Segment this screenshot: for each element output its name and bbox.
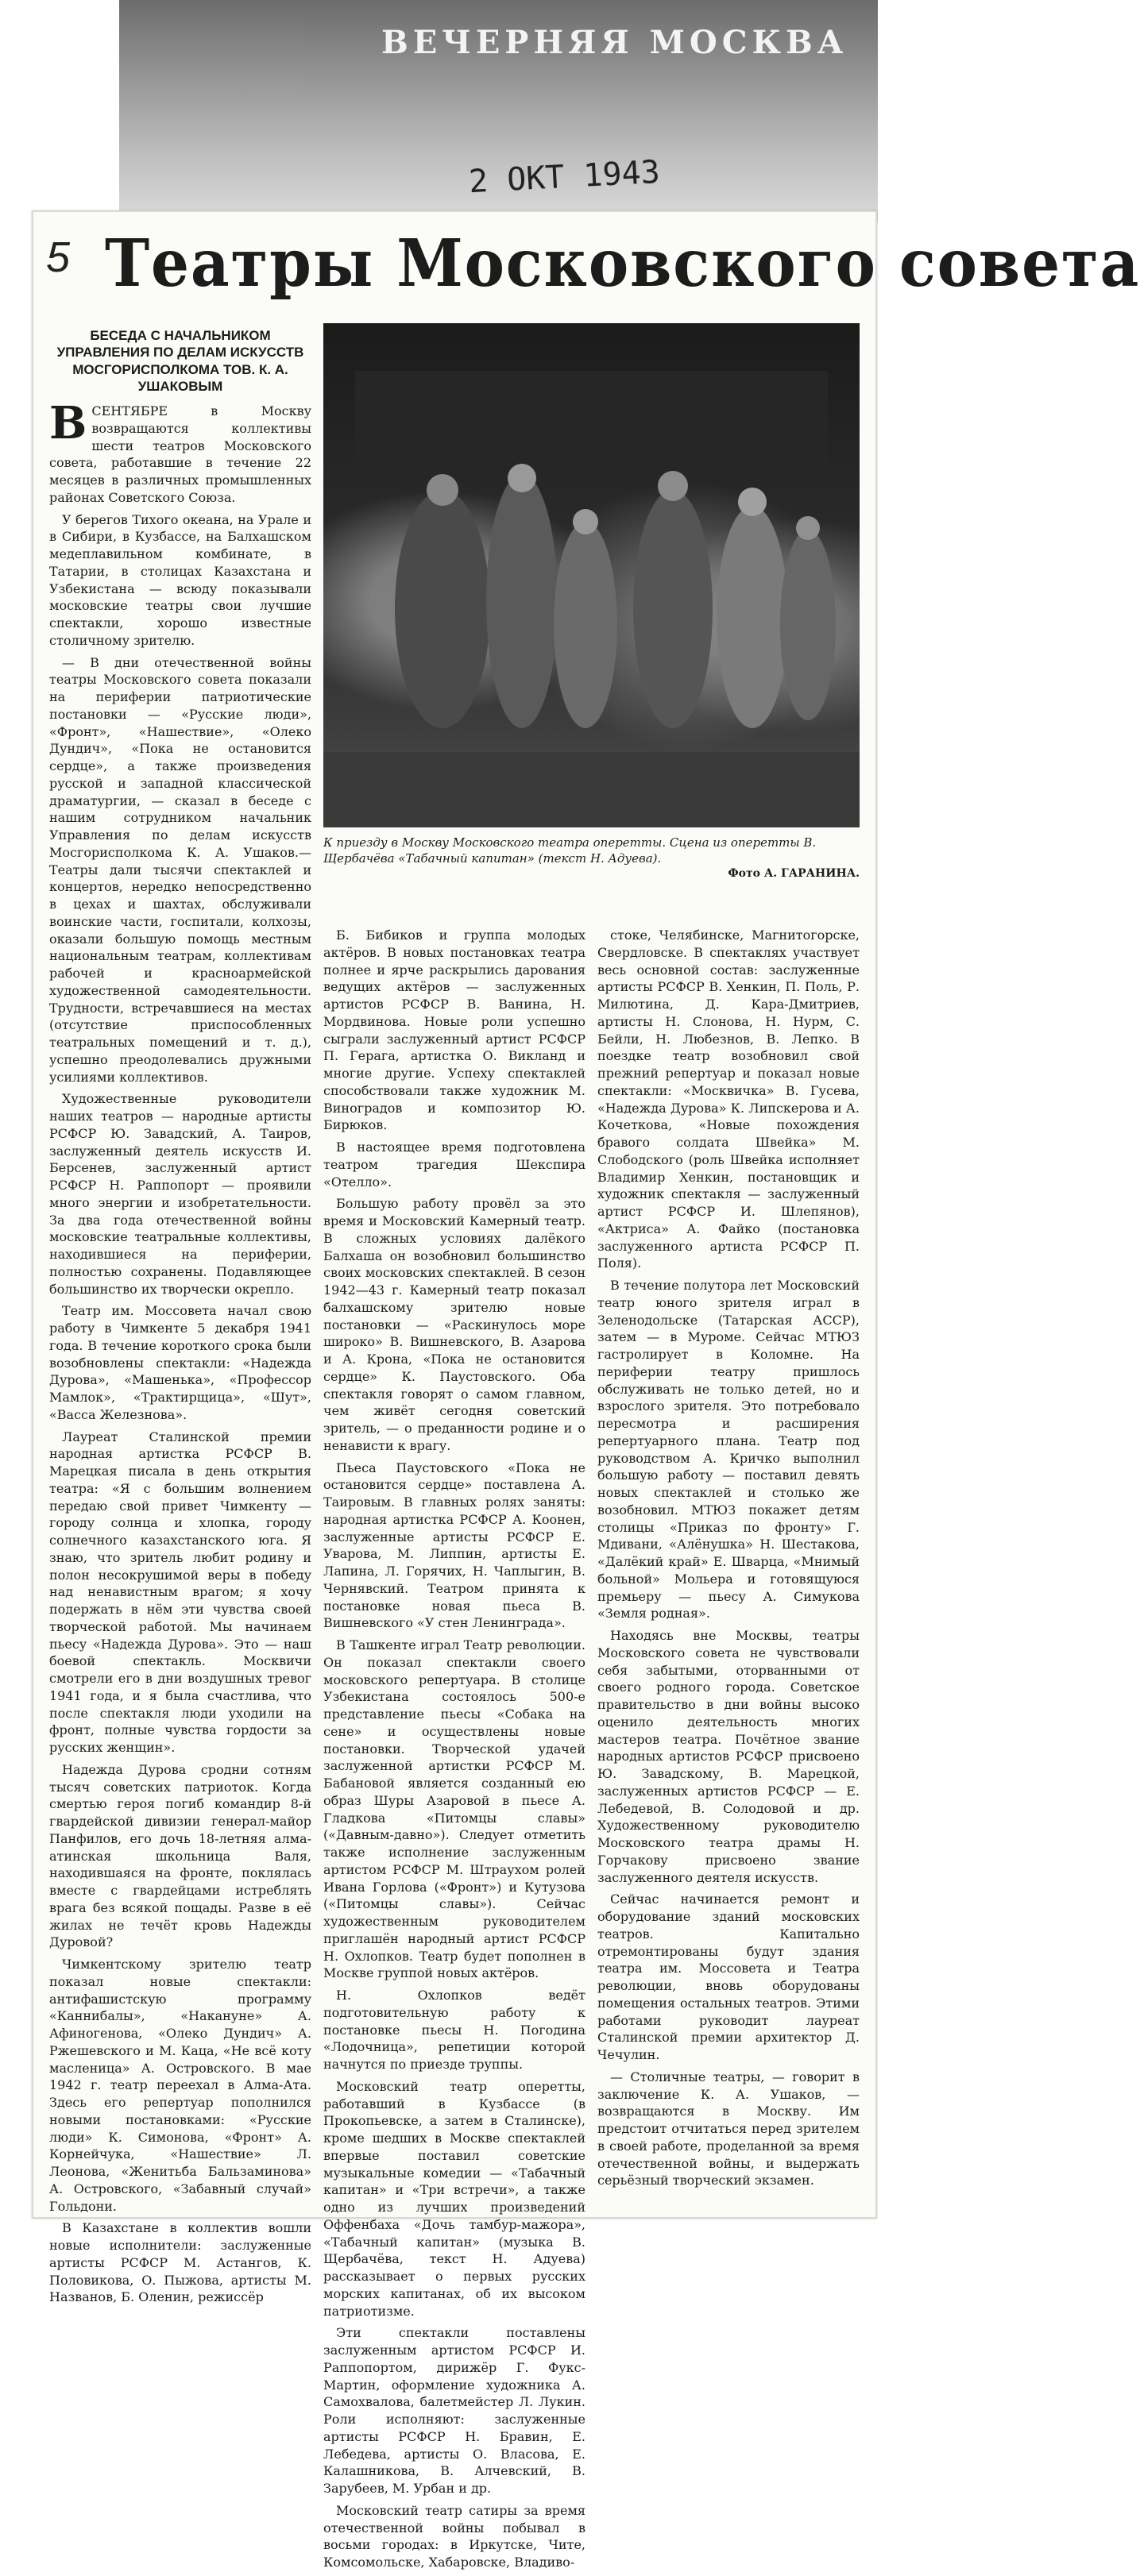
paragraph: — В дни отечественной войны театры Московского совета показали на периферии патриотические постановки — «Русские люди», «Фронт», «Нашествие», «Олеко Дундич», «Пока не остановится сердце», а также произведения русской и западной классической драматургии, — сказал в беседе с нашим сотрудником начальник Управления по делам искусств Мосгорисполкома К. А. Ушаков.— Театры дали тысячи спектаклей и концертов, нередко непосредственно в цехах и шахтах, обслуживали воинские части, госпитали, колхозы, оказали большую помощь местным национальным театрам, коллективам рабочей и красноармейской художественной самодеятельности. Трудности, встречавшиеся на местах (отсутствие приспособленных театральных помещений и т. д.), успешно преодолевались дружными усилиями коллективов. (49, 654, 311, 1085)
masthead-title: ВЕЧЕРНЯЯ МОСКВА (381, 24, 848, 61)
date-stamp: 2 ОКТ 1943 (467, 153, 661, 201)
subhead: БЕСЕДА С НАЧАЛЬНИКОМ УПРАВЛЕНИЯ ПО ДЕЛАМ ИСКУССТВ МОСГОРИСПОЛКОМА ТОВ. К. А. УШАКОВЫМ (56, 328, 304, 394)
lead-text: СЕНТЯБРЕ в Москву возвращаются коллективы шести театров Московского совета, работавшие в течение 22 месяцев в различных промышленных районах Советского Союза. (49, 403, 311, 505)
paragraph: Московский театр оперетты, работавший в Кузбассе (в Прокопьевске, а затем в Сталинске), кроме шедших в Москве спектаклей впервые поставил советские музыкальные комедии — «Табачный капитан» и «Три встречи», а также одно из лучших произведений Оффенбаха «Дочь тамбур-мажора», «Табачный капитан» (музыка В. Щербачёва, текст Н. Адуева) рассказывает о первых русских морских капитанах, об их высоком патриотизме. (323, 2078, 585, 2319)
drop-cap: В (49, 397, 87, 449)
paragraph: Н. Охлопков ведёт подготовительную работу к постановке пьесы Н. Погодина «Лодочница», репетиции которой начнутся по приезде труппы. (323, 1988, 585, 2072)
paragraph: — Столичные театры, — говорит в заключение К. А. Ушаков, — возвращаются в Москву. Им предстоит отчитаться перед зрителем в своей работе, проделанной за время отечественной войны, и выдержать серьёзный творческий экзамен. (597, 2069, 860, 2188)
column-3 (597, 927, 860, 2194)
stage-scene-illustration (323, 323, 860, 827)
lead-paragraph (49, 397, 311, 507)
paragraph: Б. Бибиков и группа молодых актёров. В новых постановках театра полнее и ярче раскрылись дарования ведущих актёров — заслуженных артистов РСФСР В. Ванина, Н. Мордвинова. Новые роли успешно сыграли заслуженный артист РСФСР П. Герага, артистка О. Викланд и многие другие. Успеху спектаклей способствовали также художник М. Виноградов и композитор Ю. Бирюков. (323, 927, 585, 1133)
column-1 (49, 327, 311, 2311)
paragraph: Надежда Дурова сродни сотням тысяч советских патриоток. Когда смертью героя погиб командир 8-й гвардейской дивизии генерал-майор Панфилов, его дочь 18-летняя алма-атинская школьница Валя, находившаяся на фронте, поклялась вместе с гвардейцами истреблять врага без всякой пощады. Разве в её жилах не течёт кровь Надежды Дуровой? (49, 1761, 311, 1950)
paragraph: У берегов Тихого океана, на Урале и в Сибири, в Кузбассе, на Балхашском медеплавильном комбинате, в Татарии, в столицах Казахстана и Узбекистана — всюду показывали московские театры свои лучшие спектакли, хорошо известные столичному зрителю. (49, 511, 311, 648)
paragraph: В течение полутора лет Московский театр юного зрителя играл в Зеленодольске (Татарская АССР), затем — в Муроме. Сейчас МТЮЗ гастролирует в Коломне. На периферии театру пришлось обслуживать не только детей, но и взрослого зрителя. Это потребовало пересмотра и расширения репертуарного плана. Театр под руководством А. Кричко выполнил большую работу — поставил девять новых спектаклей и столько же возобновил. МТЮЗ покажет детям столицы «Приказ по фронту» Г. Мдивани, «Алёнушка» Н. Шестакова, «Далёкий край» Е. Шварца, «Мнимый больной» Мольера и готовящуюся премьеру — пьесу А. Симукова «Земля родная». (597, 1278, 860, 1622)
article-photo (323, 323, 860, 827)
paragraph: Пьеса Паустовского «Пока не остановится сердце» поставлена А. Таировым. В главных ролях заняты: народная артистка РСФСР А. Коонен, заслуженные артисты РСФСР Е. Уварова, М. Липпин, артисты Е. Лапина, Л. Горячих, Н. Чаплыгин, В. Чернявский. Театром принята к постановке новая пьеса В. Вишневского «У стен Ленинграда». (323, 1460, 585, 1631)
paragraph: Художественные руководители наших театров — народные артисты РСФСР Ю. Завадский, А. Таиров, заслуженный деятель искусств И. Берсенев, заслуженный артист РСФСР Н. Раппопорт — проявили много энергии и изобретательности. За два года отечественной войны московские театральные коллективы, находившиеся на периферии, полностью сохранены. Подавляющее большинство их творчески окрепло. (49, 1091, 311, 1297)
paragraph: В Ташкенте играл Театр революции. Он показал спектакли своего московского репертуара. В столице Узбекистана состоялось 500-е представление пьесы «Собака на сене» и осуществлены новые постановки. Творческой удачей заслуженной артистки РСФСР М. Бабановой является созданный ею образ Шуры Азаровой в пьесе А. Гладкова «Питомцы славы» («Давным-давно»). Следует отметить также исполнение заслуженным артистом РСФСР М. Штраухом ролей Ивана Горлова («Фронт») и Кутузова («Питомцы славы»). Сейчас художественным руководителем приглашён народный артист РСФСР Н. Охлопков. Театр будет пополнен в Москве группой новых актёров. (323, 1637, 585, 1981)
paragraph: Большую работу провёл за это время и Московский Камерный театр. В сложных условиях далёкого Балхаша он возобновил большинство своих московских спектаклей. В сезон 1942—43 г. Камерный театр показал балхашскому зрителю новые постановки — «Раскинулось море широко» В. Вишневского, В. Азарова и А. Крона, «Пока не остановится сердце» К. Паустовского. Оба спектакля говорят о самом главном, чем живёт сегодня советский зритель, — о преданности родине и о ненависти к врагу. (323, 1196, 585, 1453)
paragraph: В Казахстане в коллектив вошли новые исполнители: заслуженные артисты РСФСР М. Астангов, К. Половикова, О. Пыжова, артисты М. Названов, Б. Оленин, режиссёр (49, 2220, 311, 2305)
margin-number: 5 (46, 233, 71, 281)
photo-credit: Фото А. ГАРАНИНА. (728, 867, 860, 880)
paragraph: Театр им. Моссовета начал свою работу в Чимкенте 5 декабря 1941 года. В течение короткого срока были возобновлены спектакли: «Надежда Дурова», «Машенька», «Профессор Мамлок», «Трактирщица», «Шут», «Васса Железнова». (49, 1303, 311, 1422)
headline: Театры Московского совета (105, 226, 1140, 302)
column-2 (323, 927, 585, 2576)
photo-caption (323, 835, 860, 881)
paragraph: Московский театр сатиры за время отечественной войны побывал в восьми городах: в Иркутске, Чите, Комсомольске, Хабаровске, Владиво- (323, 2502, 585, 2570)
newspaper-clipping (32, 210, 1140, 2570)
photo-caption-text: К приезду в Москву Московского театра оперетты. Сцена из оперетты В. Щербачёва «Табачный капитан» (текст Н. Адуева). (323, 835, 817, 866)
paragraph: Находясь вне Москвы, театры Московского совета не чувствовали себя забытыми, оторванными от своего родного города. Советское правительство в дни войны высоко оценило деятельность многих мастеров театра. Почётное звание народных артистов РСФСР присвоено Ю. Завадскому, В. Марецкой, заслуженных артистов РСФСР — Е. Лебедевой, В. Солодовой и др. Художественному руководителю Московского театра драмы Н. Горчакову присвоено звание заслуженного деятеля искусств. (597, 1628, 860, 1885)
paragraph: Эти спектакли поставлены заслуженным артистом РСФСР И. Раппопортом, дирижёр Г. Фукс-Мартин, оформление художника А. Самохвалова, балетмейстер Л. Лукин. Роли исполняют: заслуженные артисты РСФСР Н. Бравин, Е. Лебедева, артисты О. Власова, Е. Калашникова, В. Алчевский, В. Зарубеев, М. Урбан и др. (323, 2325, 585, 2496)
paragraph: В настоящее время подготовлена театром трагедия Шекспира «Отелло». (323, 1140, 585, 1190)
column-1-body (49, 511, 311, 2307)
paragraph: Лауреат Сталинской премии народная артистка РСФСР В. Марецкая писала в день открытия театра: «Я с большим волнением передаю свой привет Чимкенту — городу солнца и хлопка, городу солнечного казахстанского юга. Я знаю, что зритель любит родину и полон несокрушимой веры в победу над ненавистным врагом; я хочу подержать в нём эти чувства своей творческой работой. Мы начинаем пьесу «Надежда Дурова». Это — наш боевой спектакль. Москвичи смотрели его в дни воздушных тревог 1941 года, и я была счастлива, что после спектакля люди уходили на фронт, полные чувства гордости за русских женщин». (49, 1429, 311, 1755)
paragraph: Сейчас начинается ремонт и оборудование зданий московских театров. Капитально отремонтированы будут здания театра им. Моссовета и Театра революции, вновь оборудованы помещения остальных театров. Этими работами руководит лауреат Сталинской премии архитектор Д. Чечулин. (597, 1892, 860, 2062)
paragraph: Чимкентскому зрителю театр показал новые спектакли: антифашистскую программу «Каннибалы», «Накануне» А. Афиногенова, «Олеко Дундич» А. Ржешевского и М. Каца, «Не всё коту масленица» А. Островского. В мае 1942 г. театр переехал в Алма-Ата. Здесь его репертуар пополнился новыми постановками: «Русские люди» К. Симонова, «Фронт» А. Корнейчука, «Нашествие» Л. Леонова, «Женитьба Бальзаминова» А. Островского, «Забавный случай» Гольдони. (49, 1957, 311, 2214)
paragraph: стоке, Челябинске, Магнитогорске, Свердловске. В спектаклях участвует весь основной состав: заслуженные артисты РСФСР В. Хенкин, П. Поль, Р. Милютина, Д. Кара-Дмитриев, артисты Н. Слонова, Н. Нурм, С. Бейли, Н. Любезнов, В. Лепко. В поездке театр возобновил свой прежний репертуар и показал новые спектакли: «Москвичка» В. Гусева, «Надежда Дурова» К. Липскерова и А. Кочеткова, «Новые похождения бравого солдата Швейка» М. Слободского (роль Швейка исполняет Владимир Хенкин, постановщик и художник спектакля — заслуженный артист РСФСР И. Шлепянов), «Актриса» А. Файко (постановка заслуженного артиста РСФСР П. Поля). (597, 927, 860, 1271)
